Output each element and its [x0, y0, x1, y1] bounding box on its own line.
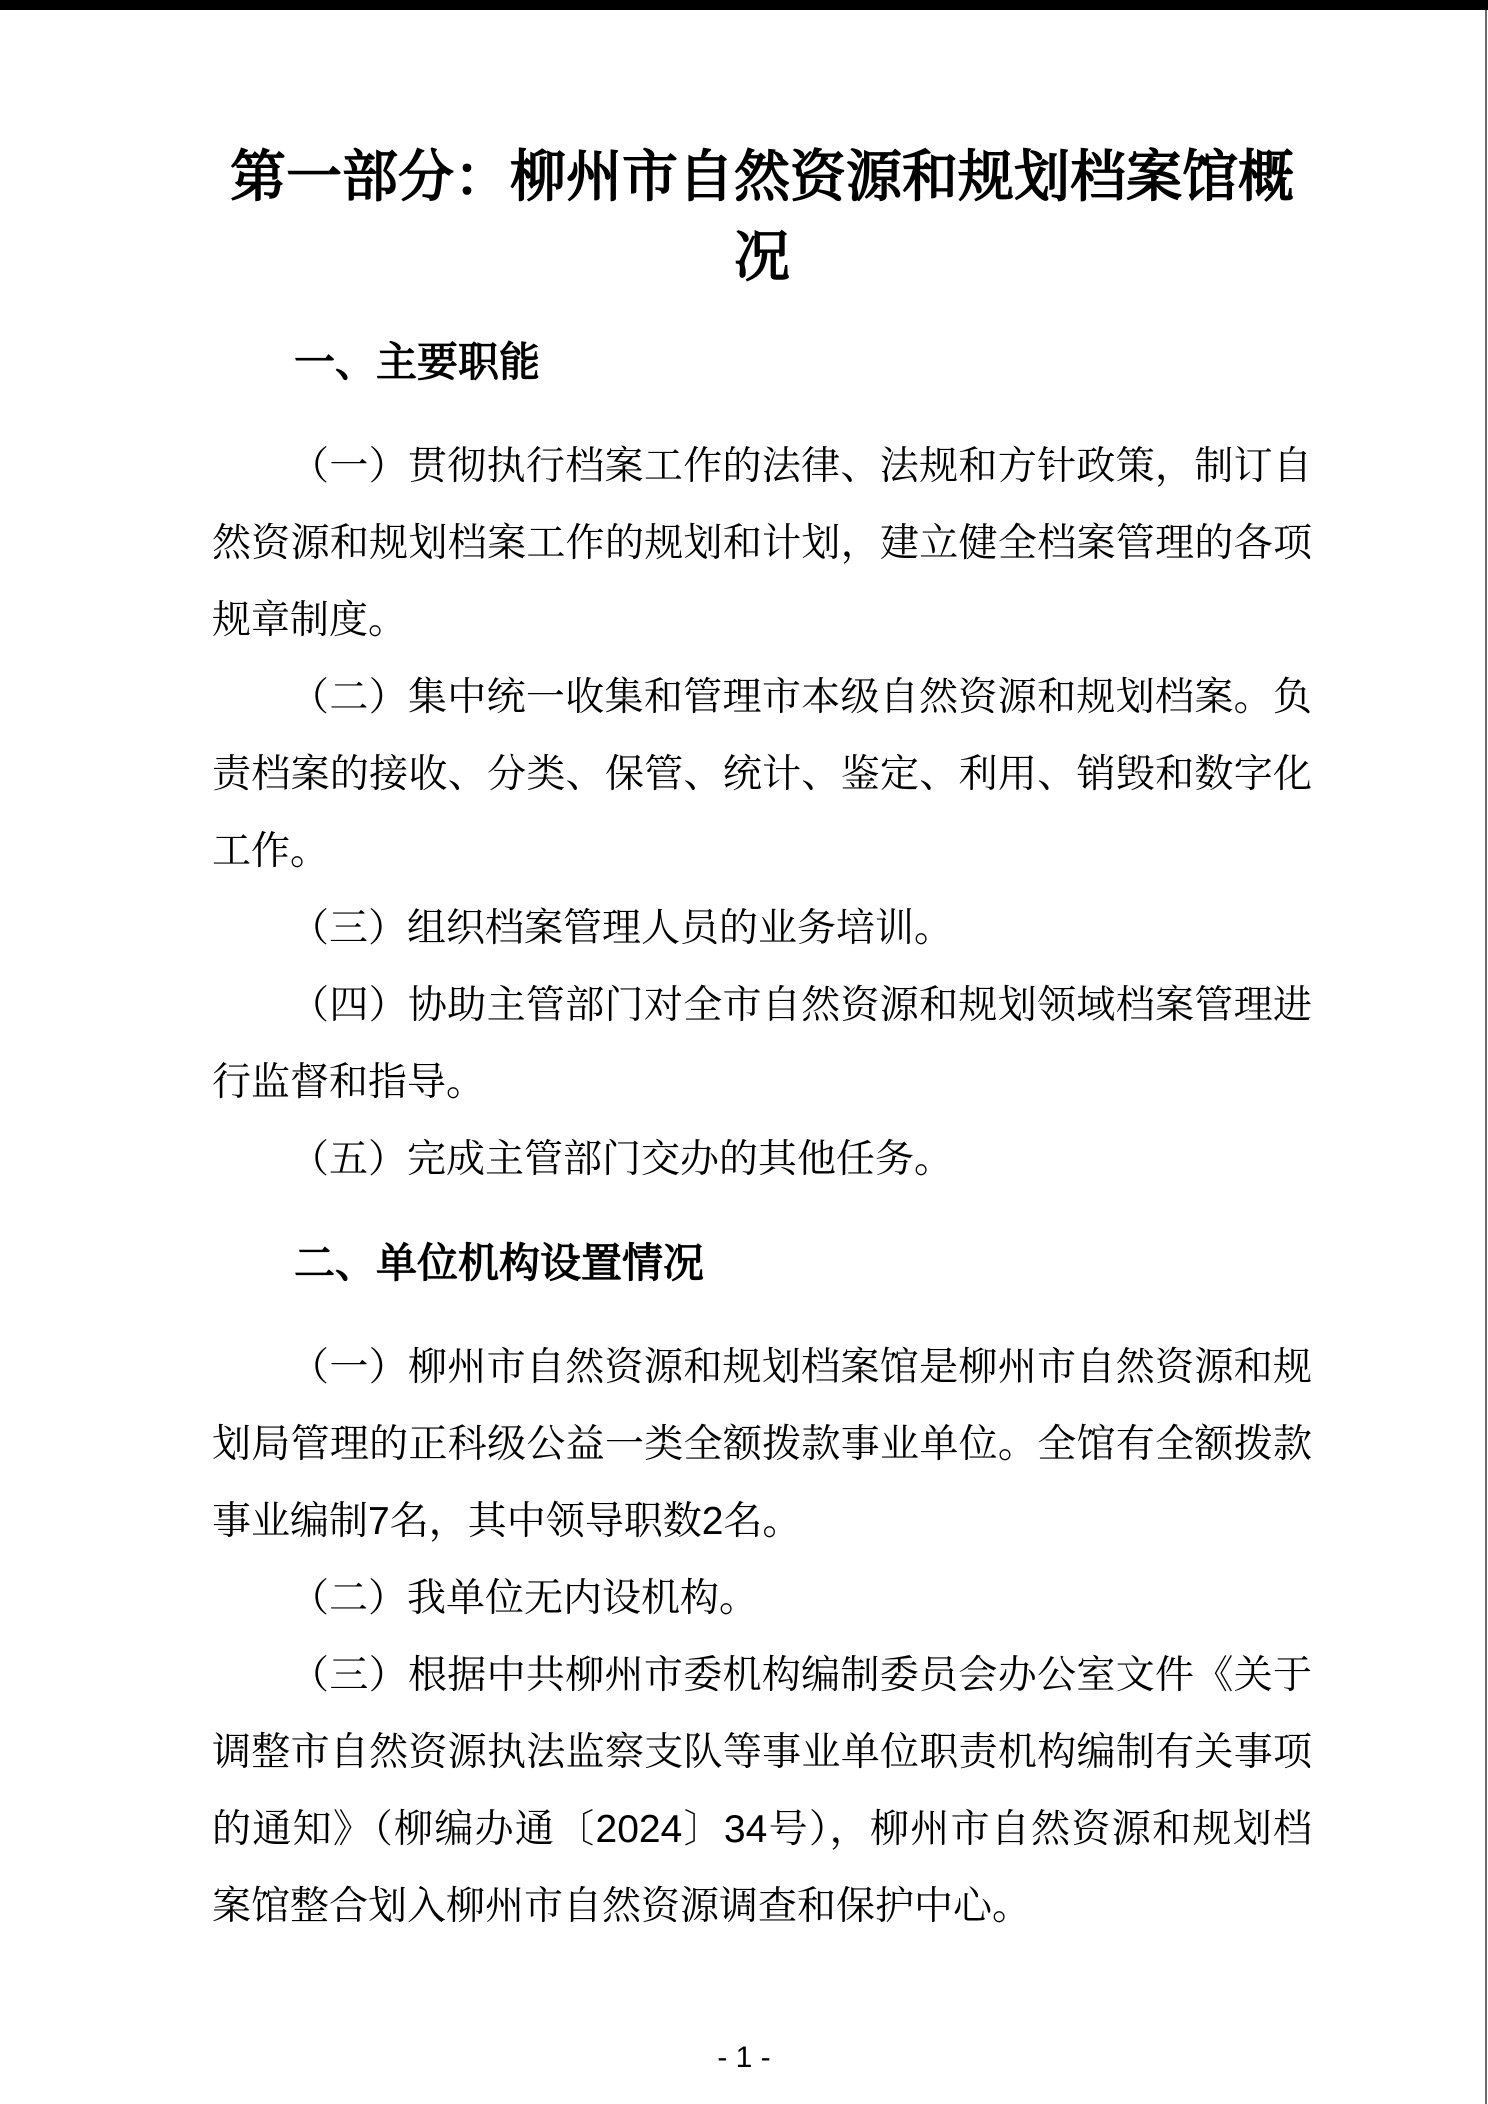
section-2-heading: 二、单位机构设置情况 — [294, 1240, 704, 1286]
section-1-paragraph-5: （五）完成主管部门交办的其他任务。 — [290, 1138, 954, 1181]
page-number: - 1 - — [717, 2041, 771, 2074]
section-1-paragraph-4: （四）协助主管部门对全市自然资源和规划领域档案管理进行监督和指导。 — [212, 984, 1312, 1104]
section-2-paragraph-3: （三）根据中共柳州市委机构编制委员会办公室文件《关于调整市自然资源执法监察支队等事业单位职责机构编制有关事项的通知》（柳编办通〔2024〕34号），柳州市自然资源和规划档案馆整合划入柳州市自然资源调查和保护中心。 — [212, 1654, 1312, 1928]
scan-right-edge-line — [1485, 0, 1487, 2104]
section-1-paragraph-1: （一）贯彻执行档案工作的法律、法规和方针政策，制订自然资源和规划档案工作的规划和计划，建立健全档案管理的各项规章制度。 — [212, 445, 1312, 642]
section-1-paragraph-2: （二）集中统一收集和管理市本级自然资源和规划档案。负责档案的接收、分类、保管、统计、鉴定、利用、销毁和数字化工作。 — [212, 676, 1312, 873]
scan-top-edge-bar — [0, 0, 1488, 10]
section-2-paragraph-2: （二）我单位无内设机构。 — [290, 1577, 759, 1620]
document-page — [212, 10, 1312, 1945]
document-title: 第一部分：柳州市自然资源和规划档案馆概况 — [230, 145, 1294, 288]
section-2-paragraph-1: （一）柳州市自然资源和规划档案馆是柳州市自然资源和规划局管理的正科级公益一类全额拨款事业单位。全馆有全额拨款事业编制7名，其中领导职数2名。 — [212, 1346, 1312, 1543]
section-1-paragraph-3: （三）组织档案管理人员的业务培训。 — [290, 907, 954, 950]
section-1-heading: 一、主要职能 — [294, 339, 540, 385]
